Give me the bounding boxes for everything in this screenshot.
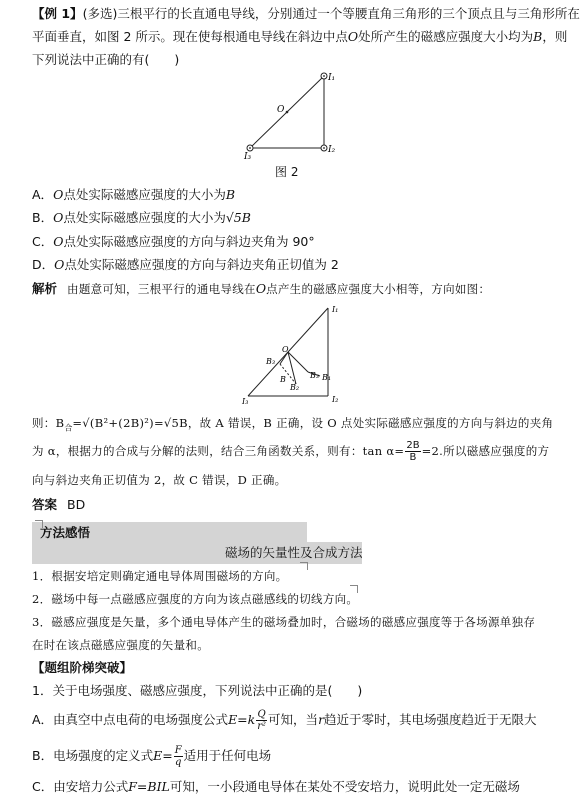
practice-b-1: B．电场强度的定义式	[32, 748, 154, 763]
practice-question-1: 1．关于电场强度、磁感应强度，下列说法中正确的是( )	[32, 683, 363, 698]
example-multi: (多选)	[82, 6, 118, 21]
practice-option-c	[32, 778, 520, 796]
practice-b-formula: E=	[153, 748, 173, 763]
tan-fraction-numerator: 2B	[406, 440, 420, 451]
analysis-point-o: O	[255, 281, 267, 296]
answer-label: 答案	[32, 497, 58, 512]
analysis-line-4	[32, 471, 286, 489]
option-b-text: 点处实际磁感应强度的大小为	[63, 210, 226, 225]
vec-label-i3: I₃	[242, 397, 249, 406]
analysis-line3-a: 为 α，根据力的合成与分解的法则，结合三角函数关系，则有：tan α=	[32, 444, 405, 458]
method-header: 方法感悟	[40, 525, 91, 540]
option-b-point: O	[53, 210, 64, 225]
analysis-line-1	[32, 280, 490, 298]
analysis-line1-b: 点产生的磁感应强度大小相等，方向如图：	[266, 282, 491, 296]
practice-a-2: 可知，当	[268, 712, 319, 727]
example-line2-b: 处所产生的磁感应强度大小均为	[358, 29, 534, 44]
option-b-prefix: B．	[32, 210, 54, 225]
option-d-text: 点处实际磁感应强度的方向与斜边夹角正切值为 2	[64, 257, 339, 272]
practice-a-1: A．由真空中点电荷的电场强度公式	[32, 712, 229, 727]
practice-c-2: 可知，一小段通电导体在某处不受安培力，说明此处一定无磁场	[169, 779, 520, 794]
example-question-stem: 下列说法中正确的有( )	[32, 52, 180, 67]
option-b-value: √5B	[225, 210, 251, 225]
method-point-3a: 3．磁感应强度是矢量，多个通电导体产生的磁场叠加时，合磁场的磁感应强度等于各场源单独存	[32, 615, 536, 629]
example-line1-text: 三根平行的长直通电导线，分别通过一个等腰直角三角形的三个顶点且与三角形所在	[117, 6, 580, 21]
practice-b-fraction	[174, 745, 183, 768]
example-line-1	[32, 5, 580, 23]
figure-2-triangle	[240, 70, 340, 160]
corner-marker-3	[35, 520, 43, 528]
practice-a-fraction	[256, 709, 267, 732]
example-line-3	[32, 51, 179, 69]
method-point-1: 1．根据安培定则确定通电导体周围磁场的方向。	[32, 569, 288, 583]
vec-label-b: B	[280, 375, 286, 384]
analysis-line2-a: 则：B	[32, 416, 65, 430]
corner-marker-2	[350, 585, 358, 593]
vec-label-i1: I₁	[332, 305, 339, 314]
vec-label-b2: B₂	[290, 383, 300, 392]
symbol-b: B	[533, 29, 543, 44]
practice-a-fraction-numerator: Q	[257, 709, 266, 720]
practice-option-b	[32, 745, 271, 768]
label-i2: I₂	[328, 145, 336, 155]
example-line2-a: 平面垂直，如图 2 所示。现在使每根通电导线在斜边中点	[32, 29, 348, 44]
analysis-line1-a: 由题意可知，三根平行的通电导线在	[67, 282, 256, 296]
analysis-line4: 向与斜边夹角正切值为 2，故 C 错误，D 正确。	[32, 473, 287, 487]
option-a-value: B	[225, 187, 236, 202]
tan-fraction-denominator: B	[409, 452, 417, 463]
label-o: O	[277, 105, 285, 115]
option-a	[32, 186, 235, 204]
example-bracket: 【例 1】	[32, 6, 83, 21]
practice-b-fraction-denominator: q	[174, 757, 182, 768]
option-d-point: O	[54, 257, 65, 272]
option-d-prefix: D．	[32, 257, 55, 272]
analysis-label: 解析	[32, 281, 58, 296]
practice-a-r: r	[318, 712, 325, 727]
vec-label-o: O	[282, 345, 289, 354]
point-o: O	[347, 29, 359, 44]
vec-label-i2: I₂	[332, 395, 339, 404]
method-point-3b: 在时在该点磁感应强度的矢量和。	[32, 638, 209, 652]
analysis-line-2	[32, 414, 553, 438]
vec-label-b3-left: B₃	[266, 357, 276, 366]
option-c	[32, 233, 315, 251]
option-c-prefix: C．	[32, 234, 54, 249]
analysis-line2-b: =√(B²+(2B)²)=√5B，故 A 错误，B 正确，设 O 点处实际磁感应强度的方向与斜边的夹角	[72, 416, 554, 430]
practice-header: 【题组阶梯突破】	[32, 660, 133, 675]
method-title: 磁场的矢量性及合成方法	[225, 545, 363, 560]
example-line2-c: ，则	[542, 29, 568, 44]
vector-diagram	[240, 300, 350, 410]
answer-line	[32, 496, 85, 514]
tan-fraction	[405, 440, 420, 463]
vec-label-b3: B₃	[310, 371, 320, 380]
practice-c-formula: F=BIL	[128, 779, 170, 794]
example-line-2	[32, 28, 567, 46]
practice-b-2: 适用于任何电场	[183, 748, 272, 763]
practice-c-1: C．由安培力公式	[32, 779, 129, 794]
practice-option-a	[32, 709, 537, 732]
option-c-point: O	[53, 234, 64, 249]
practice-a-3: 趋近于零时，其电场强度趋近于无限大	[324, 712, 537, 727]
practice-b-fraction-numerator: F	[174, 745, 182, 756]
corner-marker-1	[300, 562, 308, 570]
option-b	[32, 209, 251, 227]
option-d	[32, 256, 339, 274]
practice-a-fraction-denominator: r²	[257, 721, 267, 732]
analysis-line-3	[32, 440, 549, 463]
option-a-point: O	[53, 187, 64, 202]
figure-caption: 图 2	[275, 165, 299, 179]
option-a-prefix: A．	[32, 187, 54, 202]
label-i1: I₁	[328, 73, 336, 83]
analysis-line2-sub: 合	[64, 423, 73, 433]
vec-label-b1: B₁	[322, 373, 332, 382]
option-a-text: 点处实际磁感应强度的大小为	[63, 187, 226, 202]
analysis-line3-b: =2.所以磁感应强度的方	[421, 444, 550, 458]
option-c-text: 点处实际磁感应强度的方向与斜边夹角为 90°	[63, 234, 315, 249]
answer-value: BD	[67, 497, 86, 512]
label-i3: I₃	[244, 152, 252, 162]
method-point-2: 2．磁场中每一点磁感应强度的方向为该点磁感线的切线方向。	[32, 592, 359, 606]
practice-a-formula: E=k	[228, 712, 256, 727]
